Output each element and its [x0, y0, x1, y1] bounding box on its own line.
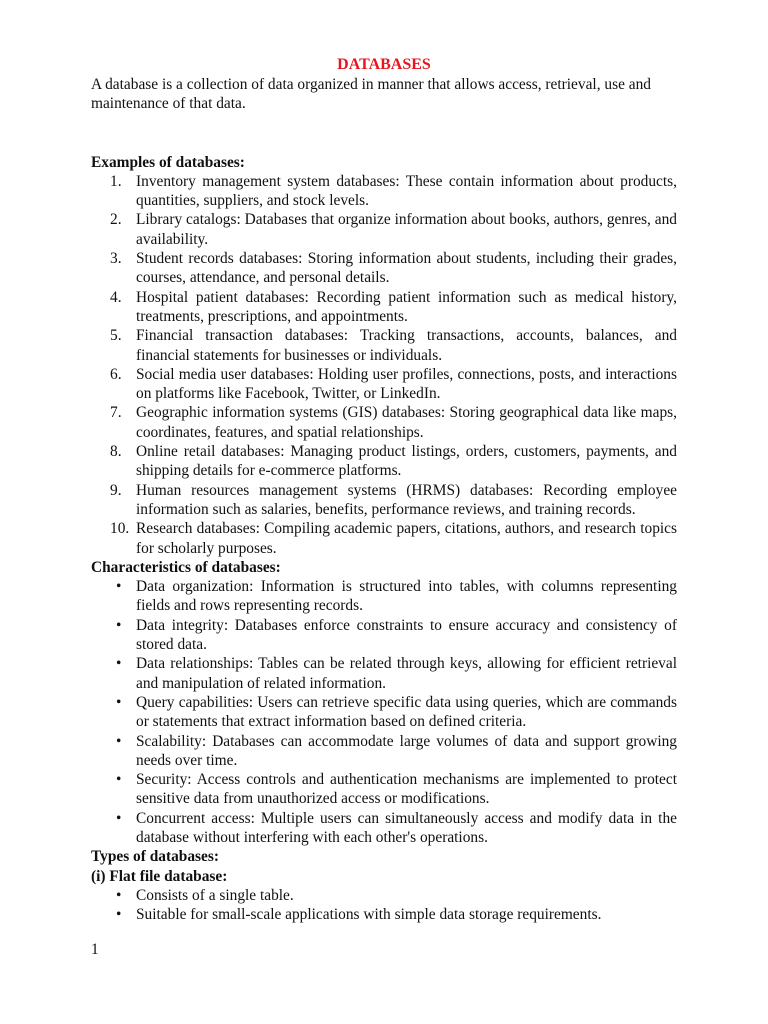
example-item	[91, 519, 677, 558]
characteristic-item	[91, 616, 677, 655]
example-text: Library catalogs: Databases that organize information about books, authors, genres, and availability.	[136, 211, 677, 248]
blank-spacer	[91, 114, 677, 153]
example-item	[91, 365, 677, 404]
example-item	[91, 442, 677, 481]
document-title: DATABASES	[337, 56, 431, 73]
list-number: 5.	[110, 327, 122, 345]
list-number: 4.	[110, 288, 122, 306]
example-item	[91, 481, 677, 520]
example-text: Social media user databases: Holding user profiles, connections, posts, and interactions on platforms like Facebook, Twitter, or LinkedIn.	[136, 365, 677, 403]
characteristic-item-text: Security: Access controls and authentication mechanisms are implemented to protect sensitive data from unauthorized access or modifications.	[136, 771, 677, 808]
characteristic-item-text: Data integrity: Databases enforce constraints to ensure accuracy and consistency of stored data.	[136, 616, 677, 654]
types-heading: Types of databases:	[91, 848, 219, 866]
example-text: Student records databases: Storing information about students, including their grades, courses, attendance, and personal details.	[136, 250, 677, 287]
example-text: Geographic information systems (GIS) databases: Storing geographical data like maps, coordinates, features, and spatial relationships.	[136, 404, 677, 441]
examples-heading: Examples of databases:	[91, 153, 245, 171]
example-text: Human resources management systems (HRMS) databases: Recording employee information such as salaries, benefits, performance reviews, and training records.	[136, 481, 677, 518]
bullet-icon: •	[116, 906, 122, 924]
example-text: Financial transaction databases: Tracking transactions, accounts, balances, and financial statements for businesses or individuals.	[136, 327, 677, 364]
flat-file-list	[91, 886, 677, 925]
document-page	[91, 55, 677, 924]
flat-file-item-text: Suitable for small-scale applications with simple data storage requirements.	[136, 906, 602, 924]
example-item	[91, 249, 677, 288]
intro-paragraph: A database is a collection of data organized in manner that allows access, retrieval, use and maintenance of that data.	[91, 76, 651, 113]
characteristic-item	[91, 809, 677, 848]
list-number: 8.	[110, 443, 122, 461]
flat-file-item-text: Consists of a single table.	[136, 886, 294, 904]
characteristic-item-text: Query capabilities: Users can retrieve specific data using queries, which are commands or statements that extract information based on defined criteria.	[136, 693, 677, 731]
example-item	[91, 326, 677, 365]
list-number: 3.	[110, 250, 122, 268]
characteristic-item	[91, 693, 677, 732]
examples-list	[91, 172, 677, 558]
flat-file-item	[91, 886, 677, 905]
characteristic-item-text: Data relationships: Tables can be related through keys, allowing for efficient retrieval and manipulation of related information.	[136, 655, 677, 692]
list-number: 1.	[110, 172, 122, 190]
example-text: Hospital patient databases: Recording patient information such as medical history, treatments, prescriptions, and appointments.	[136, 288, 677, 325]
flat-file-heading: (i) Flat file database:	[91, 867, 228, 885]
list-number: 9.	[110, 481, 122, 499]
bullet-icon: •	[116, 732, 122, 750]
characteristic-item	[91, 770, 677, 809]
page-number: 1	[91, 941, 99, 958]
list-number: 6.	[110, 365, 122, 383]
list-number: 7.	[110, 404, 122, 422]
bullet-icon: •	[116, 616, 122, 634]
bullet-icon: •	[116, 693, 122, 711]
bullet-icon: •	[116, 886, 122, 904]
list-number: 10.	[110, 520, 130, 538]
characteristic-item-text: Data organization: Information is structured into tables, with columns representing fields and rows representing records.	[136, 578, 677, 615]
bullet-icon: •	[116, 655, 122, 673]
example-item	[91, 172, 677, 211]
characteristic-item	[91, 732, 677, 771]
characteristic-item-text: Scalability: Databases can accommodate large volumes of data and support growing needs over time.	[136, 732, 677, 769]
flat-file-item	[91, 905, 677, 924]
list-number: 2.	[110, 211, 122, 229]
bullet-icon: •	[116, 771, 122, 789]
bullet-icon: •	[116, 578, 122, 596]
characteristic-item	[91, 577, 677, 616]
example-text: Inventory management system databases: These contain information about products, quantities, suppliers, and stock levels.	[136, 172, 677, 210]
example-item	[91, 210, 677, 249]
example-text: Research databases: Compiling academic papers, citations, authors, and research topics for scholarly purposes.	[136, 520, 677, 557]
characteristics-list	[91, 577, 677, 847]
bullet-icon: •	[116, 809, 122, 827]
characteristic-item-text: Concurrent access: Multiple users can simultaneously access and modify data in the database without interfering with each other's operations.	[136, 809, 677, 846]
example-item	[91, 403, 677, 442]
example-text: Online retail databases: Managing product listings, orders, customers, payments, and shipping details for e-commerce platforms.	[136, 443, 677, 480]
characteristics-heading: Characteristics of databases:	[91, 558, 281, 576]
characteristic-item	[91, 654, 677, 693]
example-item	[91, 288, 677, 327]
